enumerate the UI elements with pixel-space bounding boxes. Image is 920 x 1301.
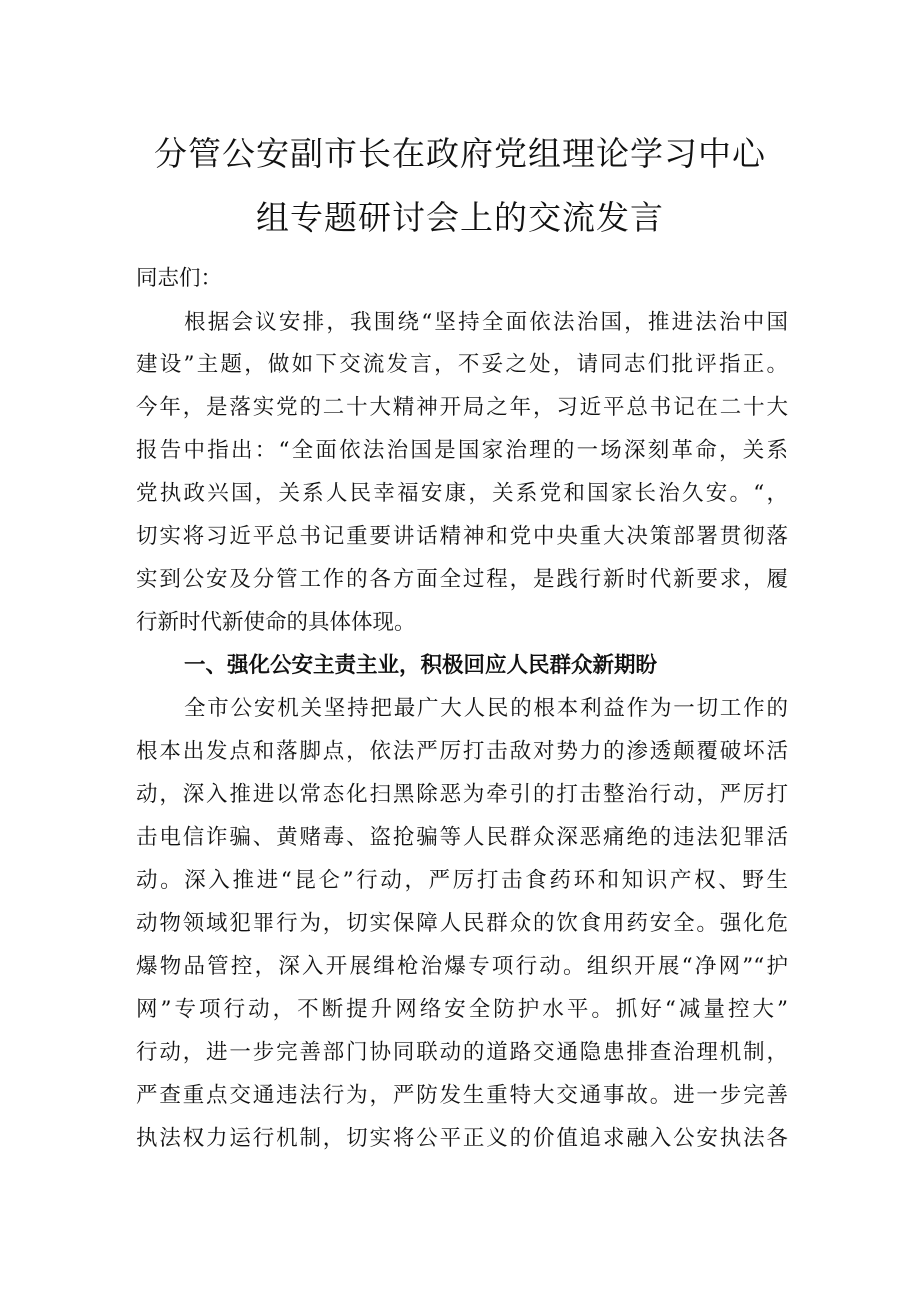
section-1-heading: 一、强化公安主责主业，积极回应人民群众新期盼 — [184, 653, 658, 678]
section-1-line-4: 击电信诈骗、黄赌毒、盗抢骗等人民群众深恶痛绝的违法犯罪活 — [136, 825, 788, 850]
section-1-line-8: 网”专项行动，不断提升网络安全防护水平。抓好“减量控大” — [136, 997, 788, 1022]
section-1-line-10: 严查重点交通违法行为，严防发生重特大交通事故。进一步完善 — [136, 1083, 788, 1108]
intro-line-5: 党执政兴国，关系人民幸福安康，关系党和国家长治久安。“， — [136, 481, 788, 506]
intro-line-1: 根据会议安排，我围绕“坚持全面依法治国，推进法治中国 — [184, 310, 788, 335]
section-1-line-5: 动。深入推进“昆仑”行动，严厉打击食药环和知识产权、野生 — [136, 868, 788, 893]
intro-line-8: 行新时代新使命的具体体现。 — [136, 610, 416, 635]
salutation: 同志们： — [136, 266, 223, 291]
section-1-line-11: 执法权力运行机制，切实将公平正义的价值追求融入公安执法各 — [136, 1126, 788, 1151]
section-1-line-1: 全市公安机关坚持把最广大人民的根本利益作为一切工作的 — [184, 696, 788, 721]
document-title-line-2: 组专题研讨会上的交流发言 — [256, 198, 664, 237]
section-1-line-7: 爆物品管控，深入开展缉枪治爆专项行动。组织开展“净网”“护 — [136, 954, 788, 979]
intro-line-3: 今年，是落实党的二十大精神开局之年，习近平总书记在二十大 — [136, 395, 788, 420]
section-1-line-9: 行动，进一步完善部门协同联动的道路交通隐患排查治理机制， — [136, 1040, 788, 1065]
section-1-line-2: 根本出发点和落脚点，依法严厉打击敌对势力的渗透颠覆破坏活 — [136, 739, 788, 764]
intro-line-7: 实到公安及分管工作的各方面全过程，是践行新时代新要求，履 — [136, 567, 788, 592]
intro-line-2: 建设”主题，做如下交流发言，不妥之处，请同志们批评指正。 — [136, 352, 788, 377]
intro-line-4: 报告中指出：“全面依法治国是国家治理的一场深刻革命，关系 — [136, 438, 788, 463]
section-1-line-6: 动物领域犯罪行为，切实保障人民群众的饮食用药安全。强化危 — [136, 911, 788, 936]
intro-line-6: 切实将习近平总书记重要讲话精神和党中央重大决策部署贯彻落 — [136, 524, 788, 549]
section-1-line-3: 动，深入推进以常态化扫黑除恶为牵引的打击整治行动，严厉打 — [136, 782, 788, 807]
document-title-line-1: 分管公安副市长在政府党组理论学习中心 — [154, 134, 766, 173]
